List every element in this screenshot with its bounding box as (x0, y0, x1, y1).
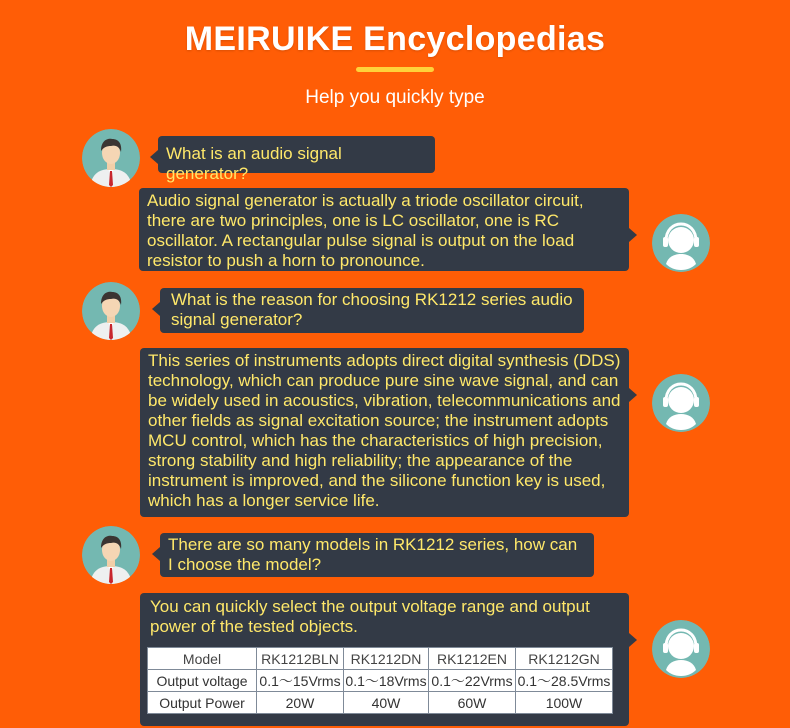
table-cell: 0.1～15Vrms (257, 670, 344, 692)
support-agent-icon (652, 620, 710, 678)
title-underline (356, 67, 434, 72)
answer-text: You can quickly select the output voltage range and output power of the tested objects. (150, 597, 590, 636)
table-cell: Output Power (148, 692, 257, 714)
question-bubble: There are so many models in RK1212 series, how can I choose the model? (160, 533, 594, 577)
page-subtitle: Help you quickly type (305, 87, 485, 108)
answer-bubble-with-table (140, 593, 629, 726)
table-cell: 40W (344, 692, 429, 714)
table-header-row (148, 648, 613, 670)
table-cell: 20W (257, 692, 344, 714)
table-header-cell: RK1212EN (429, 648, 516, 670)
question-bubble: What is an audio signal generator? (158, 136, 435, 173)
table-cell: 0.1～28.5Vrms (516, 670, 613, 692)
table-cell: 60W (429, 692, 516, 714)
table-cell: 0.1～18Vrms (344, 670, 429, 692)
support-agent-icon (652, 214, 710, 272)
user-avatar-icon (82, 526, 140, 584)
table-header-cell: RK1212GN (516, 648, 613, 670)
table-cell: Output voltage (148, 670, 257, 692)
table-row (148, 670, 613, 692)
model-spec-table (147, 647, 613, 714)
answer-bubble: This series of instruments adopts direct digital synthesis (DDS) technology, which can produce pure sine wave signal, and can be widely used in acoustics, vibration, telecommunications and other fields as signal excitation source; the instrument adopts MCU control, which has the characteristics of high precision, strong stability and high reliability; the appearance of the instrument is improved, and the silicone function key is used, which has a longer service life. (140, 348, 629, 517)
user-avatar-icon (82, 129, 140, 187)
question-bubble: What is the reason for choosing RK1212 series audio signal generator? (160, 288, 584, 333)
user-avatar-icon (82, 282, 140, 340)
table-row (148, 692, 613, 714)
answer-bubble: Audio signal generator is actually a triode oscillator circuit, there are two principles, one is LC oscillator, one is RC oscillator. A rectangular pulse signal is output on the load resistor to push a horn to pronounce. (139, 188, 629, 271)
support-agent-icon (652, 374, 710, 432)
table-cell: 100W (516, 692, 613, 714)
table-header-cell: Model (148, 648, 257, 670)
table-header-cell: RK1212BLN (257, 648, 344, 670)
table-header-cell: RK1212DN (344, 648, 429, 670)
table-cell: 0.1～22Vrms (429, 670, 516, 692)
page-title: MEIRUIKE Encyclopedias (184, 20, 606, 58)
